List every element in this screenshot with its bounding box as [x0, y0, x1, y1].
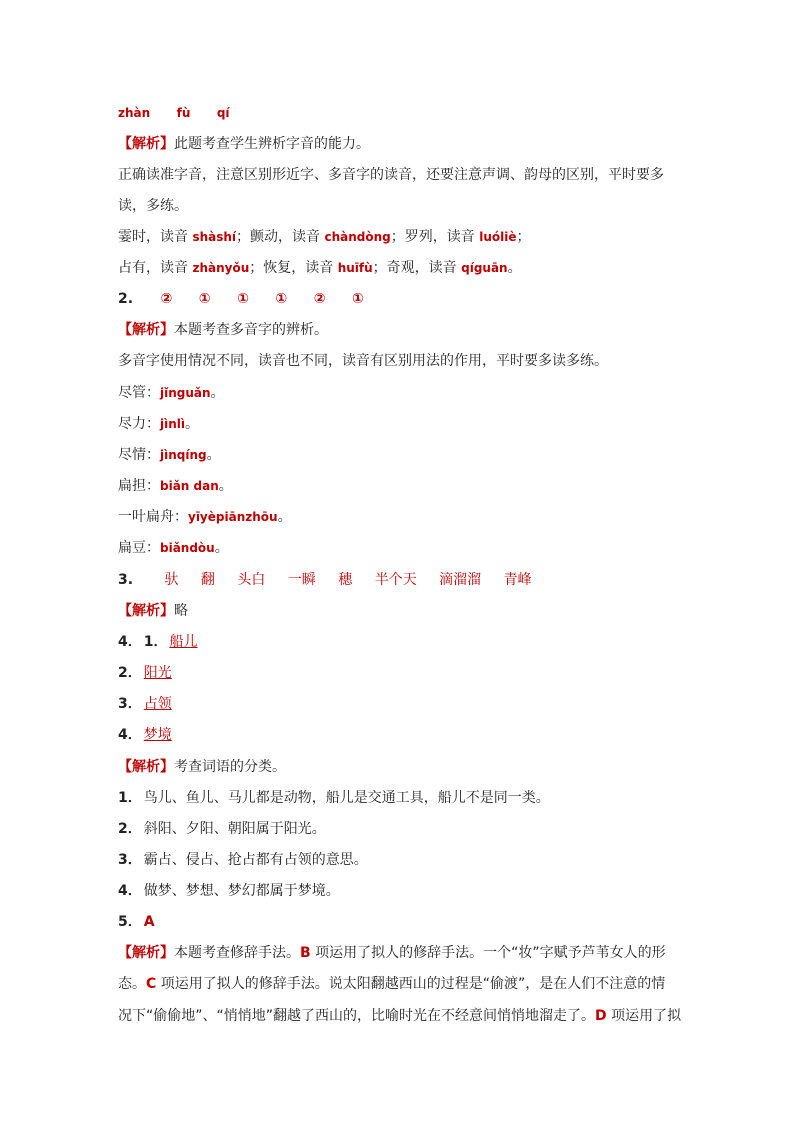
q2-answer-4: ① [275, 291, 288, 307]
q3-answer-3: 头白 [237, 572, 266, 588]
q1-l1-b: ；颤动，读音 [236, 229, 325, 245]
q2-number: 2. [118, 291, 134, 307]
q1-l1-ap: shàshí [192, 230, 237, 244]
q2-item-end: 。 [214, 540, 229, 556]
q1-pinyin-1: zhàn [118, 106, 151, 120]
q4-sub-answer: 船儿 [169, 634, 198, 650]
q3-answer-1: 驮 [164, 572, 179, 588]
q4-explain-number: 2． [118, 821, 142, 837]
q2-item-3 [118, 445, 688, 465]
q1-l1-d: ； [516, 229, 531, 245]
q5-l2b: C [146, 976, 157, 992]
q1-l2-a: 占有，读音 [118, 260, 193, 276]
q1-pinyin-row [118, 103, 688, 123]
q4-sub-4 [118, 725, 688, 745]
q3-answer-5: 穗 [338, 572, 353, 588]
q1-analysis [118, 134, 688, 154]
q2-item-4 [118, 476, 688, 496]
q2-item-pinyin: biǎndòu [160, 541, 215, 555]
q2-item-pinyin: jìnlì [160, 417, 185, 431]
q4-explain-number: 4． [118, 883, 142, 899]
q1-pinyin-2: fù [176, 106, 191, 120]
q2-item-pinyin: biǎn dan [160, 479, 219, 493]
q4-sub-3 [118, 694, 688, 714]
q5-number: 5． [118, 914, 142, 930]
q4-explain-text: 鸟儿、鱼儿、马儿都是动物，船儿是交通工具，船儿不是同一类。 [143, 790, 550, 806]
q2-paragraph-1: 多音字使用情况不同，读音也不同，读音有区别用法的作用，平时要多读多练。 [118, 353, 608, 369]
q5-l1b: B [300, 945, 311, 961]
q4-sub-answer: 占领 [143, 696, 172, 712]
q1-pinyin-3: qí [216, 106, 230, 120]
q4-explain-1 [118, 788, 688, 808]
q2-item-end: 。 [277, 509, 292, 525]
q2-item-word: 尽管： [118, 385, 160, 401]
q2-item-end: 。 [218, 478, 233, 494]
q1-analysis-text: 此题考查学生辨析字音的能力。 [174, 136, 370, 152]
q2-answer-2: ① [198, 291, 211, 307]
q5-l2a: 态。 [118, 976, 146, 992]
analysis-label: 【解析】 [118, 945, 174, 961]
q4-analysis-text: 考查词语的分类。 [174, 759, 286, 775]
q2-analysis [118, 320, 688, 340]
q5-analysis-line-2 [118, 974, 688, 994]
q2-answer-row [118, 289, 688, 309]
q2-item-word: 扁担： [118, 478, 160, 494]
q4-analysis [118, 757, 688, 777]
q2-answer-1: ② [160, 291, 173, 307]
q2-item-6 [118, 538, 688, 558]
q4-sub-number: 4． [118, 727, 142, 743]
q5-l2c: 项运用了拟人的修辞手法。说太阳翻越西山的过程是“偷渡”，是在人们不注意的情 [156, 976, 666, 992]
q2-answer-6: ① [352, 291, 364, 307]
q3-answer-8: 青峰 [503, 572, 532, 588]
q5-analysis-line-3 [118, 1006, 688, 1026]
q3-analysis-text: 略 [174, 603, 188, 619]
q2-item-5 [118, 507, 688, 527]
q1-l2-c: ；奇观，读音 [372, 260, 462, 276]
q2-item-word: 尽力： [118, 416, 160, 432]
q1-reading-line-2 [118, 258, 688, 278]
q2-analysis-text: 本题考查多音字的辨析。 [174, 322, 328, 338]
q2-item-end: 。 [206, 447, 221, 463]
q5-answer: A [143, 914, 155, 930]
q4-explain-text: 斜阳、夕阳、朝阳属于阳光。 [143, 821, 326, 837]
q4-sub-number: 2． [118, 665, 142, 681]
q4-explain-number: 1． [118, 790, 142, 806]
q5-l3a: 况下“偷偷地”、“悄悄地”翻越了西山的，比喻时光在不经意间悄悄地溜走了。 [118, 1008, 596, 1024]
q5-l1c: 项运用了拟人的修辞手法。一个“妆”字赋予芦苇女人的形 [310, 945, 666, 961]
q4-sub-answer: 梦境 [143, 727, 172, 743]
q3-answer-row [118, 570, 688, 590]
q1-l1-bp: chàndòng [324, 230, 391, 244]
q2-item-1 [118, 383, 688, 403]
analysis-label: 【解析】 [118, 136, 174, 152]
q4-sub-number: 1． [143, 634, 168, 650]
q1-reading-line-1 [118, 227, 688, 247]
q5-l3b: D [595, 1008, 607, 1024]
q1-l2-ap: zhànyǒu [192, 261, 250, 275]
q2-item-pinyin: jìnqíng [160, 448, 207, 462]
q4-sub-2 [118, 663, 688, 683]
q4-explain-2 [118, 819, 688, 839]
q4-sub-number: 3． [118, 696, 142, 712]
q2-item-word: 尽情： [118, 447, 160, 463]
q1-l2-b: ；恢复，读音 [249, 260, 338, 276]
q5-analysis-line-1 [118, 943, 688, 963]
q4-explain-text: 做梦、梦想、梦幻都属于梦境。 [143, 883, 340, 899]
q1-paragraph-1b: 读，多练。 [118, 198, 188, 214]
q1-l2-d: 。 [507, 260, 522, 276]
q4-number: 4． [118, 634, 142, 650]
q2-item-word: 扁豆： [118, 540, 160, 556]
q1-l2-cp: qíguān [461, 261, 508, 275]
q3-answer-7: 滴溜溜 [439, 572, 482, 588]
q1-l1-a: 霎时，读音 [118, 229, 193, 245]
q2-item-pinyin: jǐnguǎn [160, 386, 211, 400]
q1-l2-bp: huīfù [337, 261, 373, 275]
q3-answer-2: 翻 [200, 572, 215, 588]
q5-answer-row [118, 912, 688, 932]
analysis-label: 【解析】 [118, 322, 174, 338]
q2-item-word: 一叶扁舟： [118, 509, 188, 525]
q3-answer-6: 半个天 [374, 572, 417, 588]
q3-number: 3. [118, 572, 134, 588]
q2-answer-3: ① [237, 291, 249, 307]
q2-item-end: 。 [210, 385, 225, 401]
q1-paragraph-1: 正确读准字音，注意区别形近字、多音字的读音，还要注意声调、韵母的区别，平时要多 [118, 167, 664, 183]
q2-item-end: 。 [185, 416, 199, 432]
q4-explain-3 [118, 850, 688, 870]
q1-l1-cp: luóliè [479, 230, 517, 244]
analysis-label: 【解析】 [118, 759, 174, 775]
q2-item-pinyin: yīyèpiānzhōu [188, 510, 278, 524]
analysis-label: 【解析】 [118, 603, 174, 619]
q3-analysis [118, 601, 688, 621]
q4-sub-1 [118, 632, 688, 652]
q1-l1-c: ；罗列，读音 [390, 229, 480, 245]
q5-l3c: 项运用了拟 [606, 1008, 682, 1024]
q2-item-2 [118, 414, 688, 434]
q4-explain-4 [118, 881, 688, 901]
q2-answer-5: ② [313, 291, 326, 307]
q5-l1a: 本题考查修辞手法。 [174, 945, 300, 961]
q3-answer-4: 一瞬 [287, 572, 316, 588]
q4-explain-text: 霸占、侵占、抢占都有占领的意思。 [143, 852, 368, 868]
q4-sub-answer: 阳光 [143, 665, 172, 681]
q4-explain-number: 3． [118, 852, 142, 868]
